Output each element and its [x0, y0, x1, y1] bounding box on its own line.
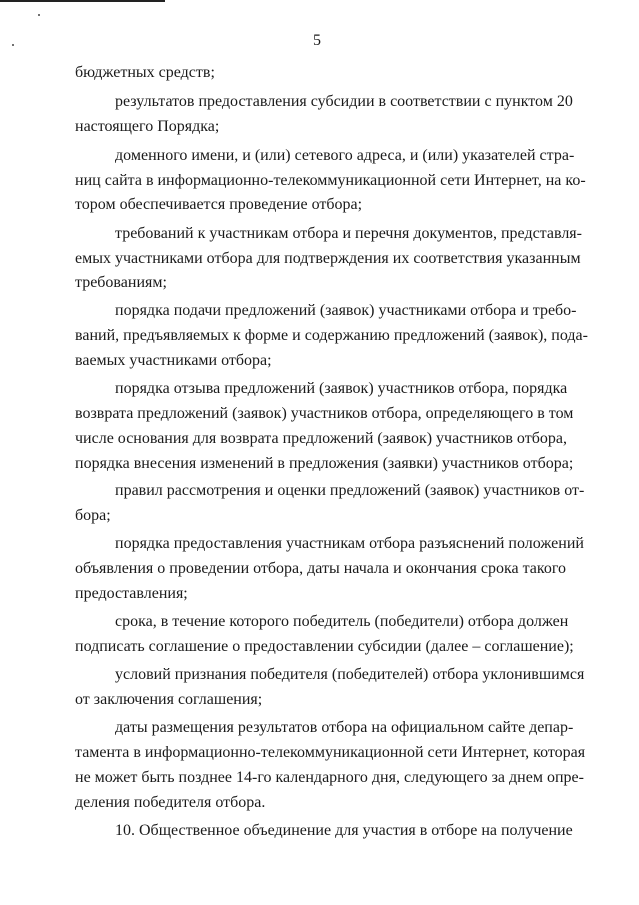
text-line: порядка подачи предложений (заявок) участниками отбора и требо- [115, 302, 577, 319]
text-line: правил рассмотрения и оценки предложений (заявок) участников от- [115, 482, 585, 499]
text-line: порядка внесения изменений в предложения (заявки) участников отбора; [75, 455, 574, 472]
text-line: не может быть позднее 14-го календарного дня, следующего за днем опре- [75, 769, 584, 786]
text-line: ваемых участниками отбора; [75, 352, 272, 369]
scan-edge-line [0, 0, 165, 2]
text-line: бюджетных средств; [75, 64, 215, 81]
text-line: требований к участникам отбора и перечня документов, представля- [115, 225, 582, 242]
text-line: срока, в течение которого победитель (победители) отбора должен [115, 613, 569, 630]
text-line: тамента в информационно-телекоммуникационной сети Интернет, которая [75, 744, 586, 761]
scan-speck [12, 44, 14, 46]
text-line: бора; [75, 507, 111, 524]
page-number: 5 [313, 32, 321, 49]
text-line: подписать соглашение о предоставлении субсидии (далее – соглашение); [75, 638, 574, 655]
text-line: доменного имени, и (или) сетевого адреса, и (или) указателей стра- [115, 147, 575, 164]
text-line: возврата предложений (заявок) участников отбора, определяющего в том [75, 405, 574, 422]
text-line: от заключения соглашения; [75, 691, 263, 708]
text-line: предоставления; [75, 585, 188, 602]
text-line: числе основания для возврата предложений (заявок) участников отбора, [75, 430, 567, 447]
text-line: 10. Общественное объединение для участия в отборе на получение [115, 822, 573, 839]
text-line: емых участниками отбора для подтверждения их соответствия указанным [75, 250, 581, 267]
text-line: условий признания победителя (победителей) отбора уклонившимся [115, 666, 585, 683]
text-line: даты размещения результатов отбора на официальном сайте депар- [115, 719, 574, 736]
text-line: ниц сайта в информационно-телекоммуникационной сети Интернет, на ко- [75, 172, 586, 189]
text-line: объявления о проведении отбора, даты начала и окончания срока такого [75, 560, 566, 577]
text-line: деления победителя отбора. [75, 794, 266, 811]
text-line: настоящего Порядка; [75, 118, 220, 135]
text-line: порядка предоставления участникам отбора разъяснений положений [115, 535, 584, 552]
text-line: ваний, предъявляемых к форме и содержанию предложений (заявок), пода- [75, 327, 588, 344]
text-line: тором обеспечивается проведение отбора; [75, 196, 363, 213]
text-line: порядка отзыва предложений (заявок) участников отбора, порядка [115, 380, 568, 397]
text-line: результатов предоставления субсидии в соответствии с пунктом 20 [115, 93, 573, 110]
text-line: требованиям; [75, 274, 167, 291]
scan-speck [38, 14, 40, 16]
